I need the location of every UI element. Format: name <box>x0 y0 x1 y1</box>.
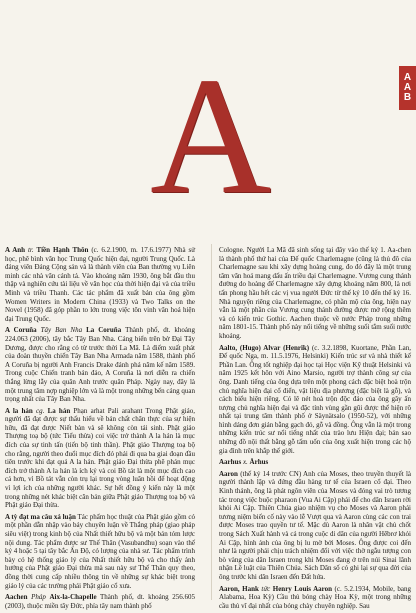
dictionary-entry <box>219 470 411 582</box>
entry-body: Phạn arhat Pali arahant Trong Phật giáo, người đã đạt được sự thấu hiểu về bản chất chân thực của sự hiện hữu, đã đạt được Niết bàn và sẽ không còn tái sinh. Phật giáo Thượng toạ bộ (tức Tiểu thừa) coi việc trở thành A la hán là mục đích của sự tinh tấn (tiến bộ tinh thần). Phật giáo Thượng toạ bộ cho rằng, người theo đuổi mục đích đó phải đi qua ba giai đoạn đầu tiên trước khi đạt quả A la hán. Phật giáo Đại thừa phê phán mục đích trở thành A la hán là ích kỷ và coi Bồ tát là một mục đích cao cả hơn, vì Bồ tát vẫn còn trụ lại trong vòng luân hồi để hoạt động vì lợi ích của những người khác. Sự hết đồng ý kiến này là một trong những nét khác biệt căn bản giữa Phật giáo Thượng toạ bộ và Phật giáo Đại thừa. <box>5 406 196 510</box>
dictionary-entry <box>219 585 411 611</box>
entry-note: x. <box>242 458 248 467</box>
entry-headword: Aachen <box>5 593 28 602</box>
dictionary-entry <box>219 458 411 467</box>
entry-note: tức <box>261 584 271 593</box>
thumb-index-letter: A <box>403 82 412 93</box>
entry-headword: A Anh <box>5 246 26 254</box>
entry-alt-name: Aix-la-Chapelle <box>49 593 97 602</box>
dictionary-entry <box>5 407 195 510</box>
entry-alt-name: Århus <box>249 458 269 467</box>
column-divider <box>211 244 212 600</box>
dictionary-entry <box>5 246 195 323</box>
entry-headword: Aarhus <box>219 458 242 467</box>
entry-body: (c. 6.2.1900, m. 17.6.1977) Nhà sử học, phê bình văn học Trung Quốc hiện đại, người Trung Quốc. Là đảng viên Đảng Cộng sản và là thành viên của Ban thường vụ Liên minh các nhà văn cánh tả. Vào khoảng năm 1930, ông bắt đầu thu thập và nghiên cứu tài liệu về văn học của thời hiện đại và của triều Minh và triều Thanh. Các tác phẩm đã xuất bản của ông gồm Women Writers in Modern China (1933) và Two Talks on the Novel (1958) đã góp phần to lớn trong việc tôn vinh văn hoá hiện đại Trung Quốc. <box>5 246 196 323</box>
dictionary-entry <box>219 246 411 341</box>
entry-headword: Aaron, Hank <box>219 584 259 593</box>
dictionary-entry <box>5 513 195 590</box>
entry-note: tr. <box>27 246 34 254</box>
entry-note: cg. <box>36 406 45 415</box>
entry-body: Tác phẩm học thuật của Phật giáo gồm có một phần dẫn nhập vào bảy chuyên luận về Thắng pháp (giao pháp siêu việt) trong kinh bộ của Nhất thiết hữu bộ và một bản tóm lược nội dung. Tác phẩm được sư Thế Thân (Vasubandhu) soạn vào thế kỷ 4 hoặc 5 tại tây bắc Ấn Độ, có lượng của nhà sư. Tác phẩm trình bày có hệ thống giáo lý của Nhất thiết hữu bộ và cho thấy ảnh hưởng của Phật giáo Đại thừa mà sau này sư Thế Thân quy theo, đồng thời cung cấp nhiều thông tin về những sự khác biệt trong giáo lý của các trường phái Phật giáo cổ xưa. <box>5 512 195 590</box>
entry-headword: A la hán <box>5 406 33 415</box>
entry-body: (thế kỷ 14 trước CN) Anh của Moses, theo truyền thuyết là người thành lập và đứng đầu hàng tư tế của Israen cổ đại. Theo Kinh thánh, ông là phát ngôn viên của Moses và đóng vai trò tương tác trong việc buộc pharaon (Vua Ai Cập) phải để cho dân Israen rời khỏi Ai Cập. Thiên Chúa giao nhiệm vụ cho Moses và Aaron phải tương niệm biến cố này vào lễ Vượt qua và Aaron cùng các con trai được Moses trao quyền tư tế. Mặc dù Aaron là nhân vật chủ chốt trong Sách Xuất hành và cả trong cuộc di dân của người Hêbrơ khỏi Ai Cập, hình ảnh của ông bị lu mờ bởi Moses. Ông được coi đến như là người phải chịu trách nhiệm đối với việc thờ ngẫu tượng con bò vàng của dân Israen trong khi Moses đang ở trên núi Sinai lãnh nhận Lề luật của Thiên Chúa. Sách Dân số có ghi lại sự qua đời của ông trước khi dân Israen đến Đất hứa. <box>219 469 411 581</box>
entry-headword: Aalto, (Hugo) Alvar (Henrik) <box>219 343 310 352</box>
entry-headword: A tỳ đạt ma câu xá luận <box>5 512 76 521</box>
entry-alt-name: La Coruña <box>86 326 122 335</box>
dictionary-entry <box>5 593 195 610</box>
entry-alt-name: Henry Louis Aaron <box>272 584 333 593</box>
entry-body: Thành phố, dt. khoảng 256.605 (2003), thuộc miền tây Đức, phía tây nam thành phố <box>5 593 196 610</box>
left-column <box>5 246 195 613</box>
entry-alt-name: Tiền Hạnh Thôn <box>36 246 89 254</box>
dictionary-entry <box>219 344 411 456</box>
thumb-index-letter: B <box>403 92 412 103</box>
entry-body: (c. 5.2.1934, Mobile, bang Alabama, Hoa Kỳ) Cầu thủ bóng chày Hoa Kỳ, một trong những cầu thủ vĩ đại nhất của bóng chày chuyên nghiệp. Sau <box>219 584 411 610</box>
right-column <box>219 246 411 613</box>
entry-headword: Aaron <box>219 469 238 478</box>
entry-headword: A Coruña <box>5 326 37 335</box>
section-letter: A <box>150 43 272 229</box>
entry-note: Tây Ban Nha <box>40 326 83 335</box>
thumb-index-tab <box>399 66 416 110</box>
thumb-index-letter: A <box>403 72 412 83</box>
entry-note: Pháp <box>31 593 46 602</box>
entry-body: (c. 3.2.1898, Kuortane, Phần Lan, Đế quốc Nga, m. 11.5.1976, Helsinki) Kiến trúc sư và nhà thiết kế Phần Lan. Ông tốt nghiệp đại học tại Học viện Kỹ thuật Helsinki và năm 1925 kết hôn với Aino Marsio, người trợ thành công sự của ông. Danh tiếng của ông dựa trên một phong cách đặc biệt hoà trộn chủ nghĩa hiện đại cổ điển, vật liệu địa phương (đặc biệt là gỗ), và cách biểu hiện riêng. Có lẽ nét hoà trộn độc đáo của ông gây ấn tượng chủ nghĩa hiện đại và đặc tính vùng gần gũi được thể hiện rõ nhất tại trung tâm thành phố ở Säynätsalo (1950-52), với những hình dáng đơn giản bằng gạch đỏ, gỗ và đồng. Ông vẫn là một trong những kiến trúc sư nổi tiếng nhất của trào lưu Hiện đại; bản sao những đồ nội thất bằng gỗ tấm uốn của ông xuất hiện trong các hộ gia đình trên khắp thế giới. <box>219 343 411 455</box>
entry-alt-name: La hán <box>47 406 71 415</box>
dictionary-entry <box>5 326 195 403</box>
entry-body: Thành phố, dt. khoảng 224.063 (2006), tây bắc Tây Ban Nha. Cảng biển trên bờ Đại Tây Dương, được cho rằng có từ trước thời La Mã. Là điểm xuất phát của đoàn thuyền chiến Tây Ban Nha Armada năm 1588, thành phố A Coruña bị người Anh Francis Drake đánh phá năm kế năm 1589. Trong cuộc Chiến tranh bán đảo, A Coruña là nơi diễn ra chiến thắng lừng lẫy của quân Anh trước quân Pháp. Ngày nay, đây là một trung tâm nợp nghiệp lớn và là một trong những bến cảng quan trọng nhất của Tây Ban Nha. <box>5 326 196 404</box>
entry-body: Cologne. Người La Mã đã sinh sống tại đây vào thế kỷ 1. Aa-chen là thành phố thứ hai của Đế quốc Charlemagne (cũng là thủ đô của Charlemagne sau khi xây dựng hoàng cung, đo đó đây là một trung tâm văn hoá mang dấu ấn triều đại Charlemagne. Vương cung thánh đường do hoàng đế Charlemagne xây dựng khoảng năm 800, là nơi tấn phong hầu hết các vị vua người Đức từ thế kỷ 10 đến thế kỷ 16. Nhà nguyện riêng của Charlemagne, có phần mộ của ông, hiện nay vẫn là một phần của Vương cung thánh đường được mở rộng thêm và có kiến trúc Gothic. Aachen thuộc về nước Pháp trong những năm 1801-15. Thành phố này nổi tiếng về những suối tắm suối nước khoáng. <box>219 246 411 340</box>
